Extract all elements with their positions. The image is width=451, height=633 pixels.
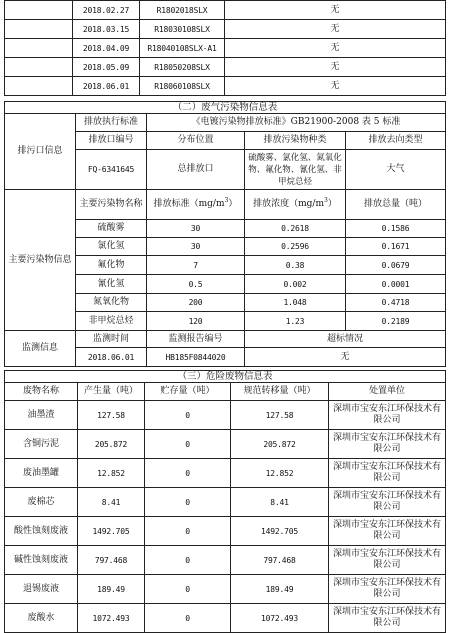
monitor-result: 无 bbox=[225, 77, 446, 96]
pollutant-name: 氮氧化物 bbox=[76, 294, 147, 312]
monitor-report-no: R1802018SLX bbox=[140, 1, 225, 20]
monitor-result: 无 bbox=[225, 20, 446, 39]
pollutant-total: 0.4718 bbox=[346, 294, 446, 312]
waste-stored: 0 bbox=[145, 430, 231, 459]
waste-disposal-unit: 深圳市宝安东江环保技术有限公司 bbox=[329, 604, 446, 633]
col-header-stored: 贮存量（吨） bbox=[145, 383, 231, 401]
pollutant-name: 氰化氢 bbox=[76, 275, 147, 294]
table-row bbox=[5, 488, 446, 517]
table-row bbox=[5, 77, 446, 96]
waste-disposal-unit: 深圳市宝安东江环保技术有限公司 bbox=[329, 430, 446, 459]
pollutant-name: 氯化氢 bbox=[76, 238, 147, 256]
pollutant-std: 0.5 bbox=[147, 275, 245, 294]
monitor-time-label: 监测时间 bbox=[76, 331, 147, 348]
position-label: 分布位置 bbox=[147, 132, 245, 150]
waste-produced: 8.41 bbox=[78, 488, 145, 517]
monitor-result: 无 bbox=[225, 39, 446, 58]
waste-name: 酸性蚀刻废液 bbox=[5, 517, 78, 546]
table-row bbox=[5, 1, 446, 20]
col-header-produced: 产生量（吨） bbox=[78, 383, 145, 401]
waste-produced: 205.872 bbox=[78, 430, 145, 459]
monitor-date: 2018.06.01 bbox=[73, 77, 140, 96]
pollutant-name: 非甲烷总烃 bbox=[76, 312, 147, 331]
pollutant-total: 0.1671 bbox=[346, 238, 446, 256]
table-row bbox=[5, 604, 446, 633]
monitoring-records-table bbox=[4, 0, 446, 96]
monitor-info-label: 监测信息 bbox=[5, 331, 76, 367]
monitor-date: 2018.03.15 bbox=[73, 20, 140, 39]
section-title-row bbox=[5, 371, 446, 383]
waste-produced: 189.49 bbox=[78, 575, 145, 604]
pollutant-types: 硫酸雾、氯化氢、氮氧化物、氟化物、氰化氢、非甲烷总烃 bbox=[245, 150, 346, 190]
outlet-no: FQ-6341645 bbox=[76, 150, 147, 190]
table-row bbox=[5, 20, 446, 39]
waste-stored: 0 bbox=[145, 459, 231, 488]
blank-cell bbox=[5, 39, 73, 58]
monitor-report-label: 监测报告编号 bbox=[147, 331, 245, 348]
blank-cell bbox=[5, 58, 73, 77]
main-name-label: 主要污染物名称 bbox=[76, 190, 147, 220]
monitor-report-no: R18040108SLX-A1 bbox=[140, 39, 225, 58]
std-value: 《电镀污染物排放标准》GB21900-2008 表 5 标准 bbox=[147, 114, 446, 132]
waste-produced: 797.468 bbox=[78, 546, 145, 575]
monitor-date: 2018.04.09 bbox=[73, 39, 140, 58]
monitor-exceed: 无 bbox=[245, 348, 446, 367]
waste-produced: 1072.493 bbox=[78, 604, 145, 633]
waste-stored: 0 bbox=[145, 488, 231, 517]
pollutant-conc: 0.2618 bbox=[245, 220, 346, 238]
waste-disposal-unit: 深圳市宝安东江环保技术有限公司 bbox=[329, 401, 446, 430]
waste-transferred: 8.41 bbox=[231, 488, 329, 517]
waste-name: 废酸水 bbox=[5, 604, 78, 633]
table-row bbox=[5, 58, 446, 77]
blank-cell bbox=[5, 20, 73, 39]
pollutant-name: 氟化物 bbox=[76, 256, 147, 275]
waste-stored: 0 bbox=[145, 401, 231, 430]
section-title-row bbox=[5, 102, 446, 114]
monitor-report-no: R18030108SLX bbox=[140, 20, 225, 39]
waste-transferred: 127.58 bbox=[231, 401, 329, 430]
table-row bbox=[5, 430, 446, 459]
col-header-name: 废物名称 bbox=[5, 383, 78, 401]
waste-disposal-unit: 深圳市宝安东江环保技术有限公司 bbox=[329, 575, 446, 604]
hazardous-waste-table bbox=[4, 370, 446, 633]
waste-transferred: 189.49 bbox=[231, 575, 329, 604]
header-row bbox=[5, 383, 446, 401]
std-col-label: 排放标准$(mg/m^3)$ bbox=[147, 190, 245, 220]
main-info-label: 主要污染物信息 bbox=[5, 190, 76, 331]
pollutant-total: 0.0679 bbox=[346, 256, 446, 275]
waste-disposal-unit: 深圳市宝安东江环保技术有限公司 bbox=[329, 459, 446, 488]
pollutant-std: 30 bbox=[147, 238, 245, 256]
monitor-time: 2018.06.01 bbox=[76, 348, 147, 367]
waste-produced: 127.58 bbox=[78, 401, 145, 430]
monitor-report: HB185F0844020 bbox=[147, 348, 245, 367]
table-row bbox=[5, 459, 446, 488]
waste-name: 油墨渣 bbox=[5, 401, 78, 430]
pollutant-std: 30 bbox=[147, 220, 245, 238]
monitor-report-no: R18060108SLX bbox=[140, 77, 225, 96]
outlet-info-label: 排污口信息 bbox=[5, 114, 76, 190]
waste-stored: 0 bbox=[145, 517, 231, 546]
pollutant-total: 0.0001 bbox=[346, 275, 446, 294]
waste-name: 碱性蚀刻废液 bbox=[5, 546, 78, 575]
pollutant-total: 0.2189 bbox=[346, 312, 446, 331]
pollutant-types-label: 排放污染物种类 bbox=[245, 132, 346, 150]
table-row bbox=[5, 331, 446, 348]
waste-name: 含铜污泥 bbox=[5, 430, 78, 459]
position: 总排放口 bbox=[147, 150, 245, 190]
table-row bbox=[5, 190, 446, 220]
waste-disposal-unit: 深圳市宝安东江环保技术有限公司 bbox=[329, 517, 446, 546]
total-col-label: 排放总量（吨） bbox=[346, 190, 446, 220]
waste-disposal-unit: 深圳市宝安东江环保技术有限公司 bbox=[329, 546, 446, 575]
waste-stored: 0 bbox=[145, 546, 231, 575]
monitor-result: 无 bbox=[225, 1, 446, 20]
waste-stored: 0 bbox=[145, 604, 231, 633]
direction-type: 大气 bbox=[346, 150, 446, 190]
pollutant-total: 0.1586 bbox=[346, 220, 446, 238]
conc-col-label: 排放浓度$(mg/m^3)$ bbox=[245, 190, 346, 220]
table-row bbox=[5, 39, 446, 58]
waste-name: 废油墨罐 bbox=[5, 459, 78, 488]
waste-transferred: 1072.493 bbox=[231, 604, 329, 633]
monitor-report-no: R18050208SLX bbox=[140, 58, 225, 77]
monitor-date: 2018.05.09 bbox=[73, 58, 140, 77]
waste-name: 废棉芯 bbox=[5, 488, 78, 517]
std-label: 排放执行标准 bbox=[76, 114, 147, 132]
waste-transferred: 1492.705 bbox=[231, 517, 329, 546]
direction-type-label: 排放去向类型 bbox=[346, 132, 446, 150]
outlet-no-label: 排放口编号 bbox=[76, 132, 147, 150]
pollutant-std: 200 bbox=[147, 294, 245, 312]
pollutant-name: 硫酸雾 bbox=[76, 220, 147, 238]
waste-transferred: 205.872 bbox=[231, 430, 329, 459]
monitor-date: 2018.02.27 bbox=[73, 1, 140, 20]
table-row bbox=[5, 575, 446, 604]
monitor-result: 无 bbox=[225, 58, 446, 77]
table-row bbox=[5, 401, 446, 430]
waste-stored: 0 bbox=[145, 575, 231, 604]
hazardous-section-title: （三）危险废物信息表 bbox=[5, 371, 446, 383]
pollutant-std: 120 bbox=[147, 312, 245, 331]
col-header-transferred: 规范转移量（吨） bbox=[231, 383, 329, 401]
pollutant-std: 7 bbox=[147, 256, 245, 275]
pollutant-conc: 1.048 bbox=[245, 294, 346, 312]
table-row bbox=[5, 546, 446, 575]
exceed-label: 超标情况 bbox=[245, 331, 446, 348]
col-header-unit: 处置单位 bbox=[329, 383, 446, 401]
gas-pollutant-table bbox=[4, 101, 446, 367]
pollutant-conc: 0.002 bbox=[245, 275, 346, 294]
waste-transferred: 797.468 bbox=[231, 546, 329, 575]
blank-cell bbox=[5, 1, 73, 20]
table-row bbox=[5, 114, 446, 132]
table-row bbox=[5, 517, 446, 546]
pollutant-conc: 0.38 bbox=[245, 256, 346, 275]
waste-disposal-unit: 深圳市宝安东江环保技术有限公司 bbox=[329, 488, 446, 517]
pollutant-conc: 1.23 bbox=[245, 312, 346, 331]
waste-name: 退锡废液 bbox=[5, 575, 78, 604]
waste-produced: 12.852 bbox=[78, 459, 145, 488]
gas-section-title: （二）废气污染物信息表 bbox=[5, 102, 446, 114]
blank-cell bbox=[5, 77, 73, 96]
pollutant-conc: 0.2596 bbox=[245, 238, 346, 256]
waste-produced: 1492.705 bbox=[78, 517, 145, 546]
waste-transferred: 12.852 bbox=[231, 459, 329, 488]
